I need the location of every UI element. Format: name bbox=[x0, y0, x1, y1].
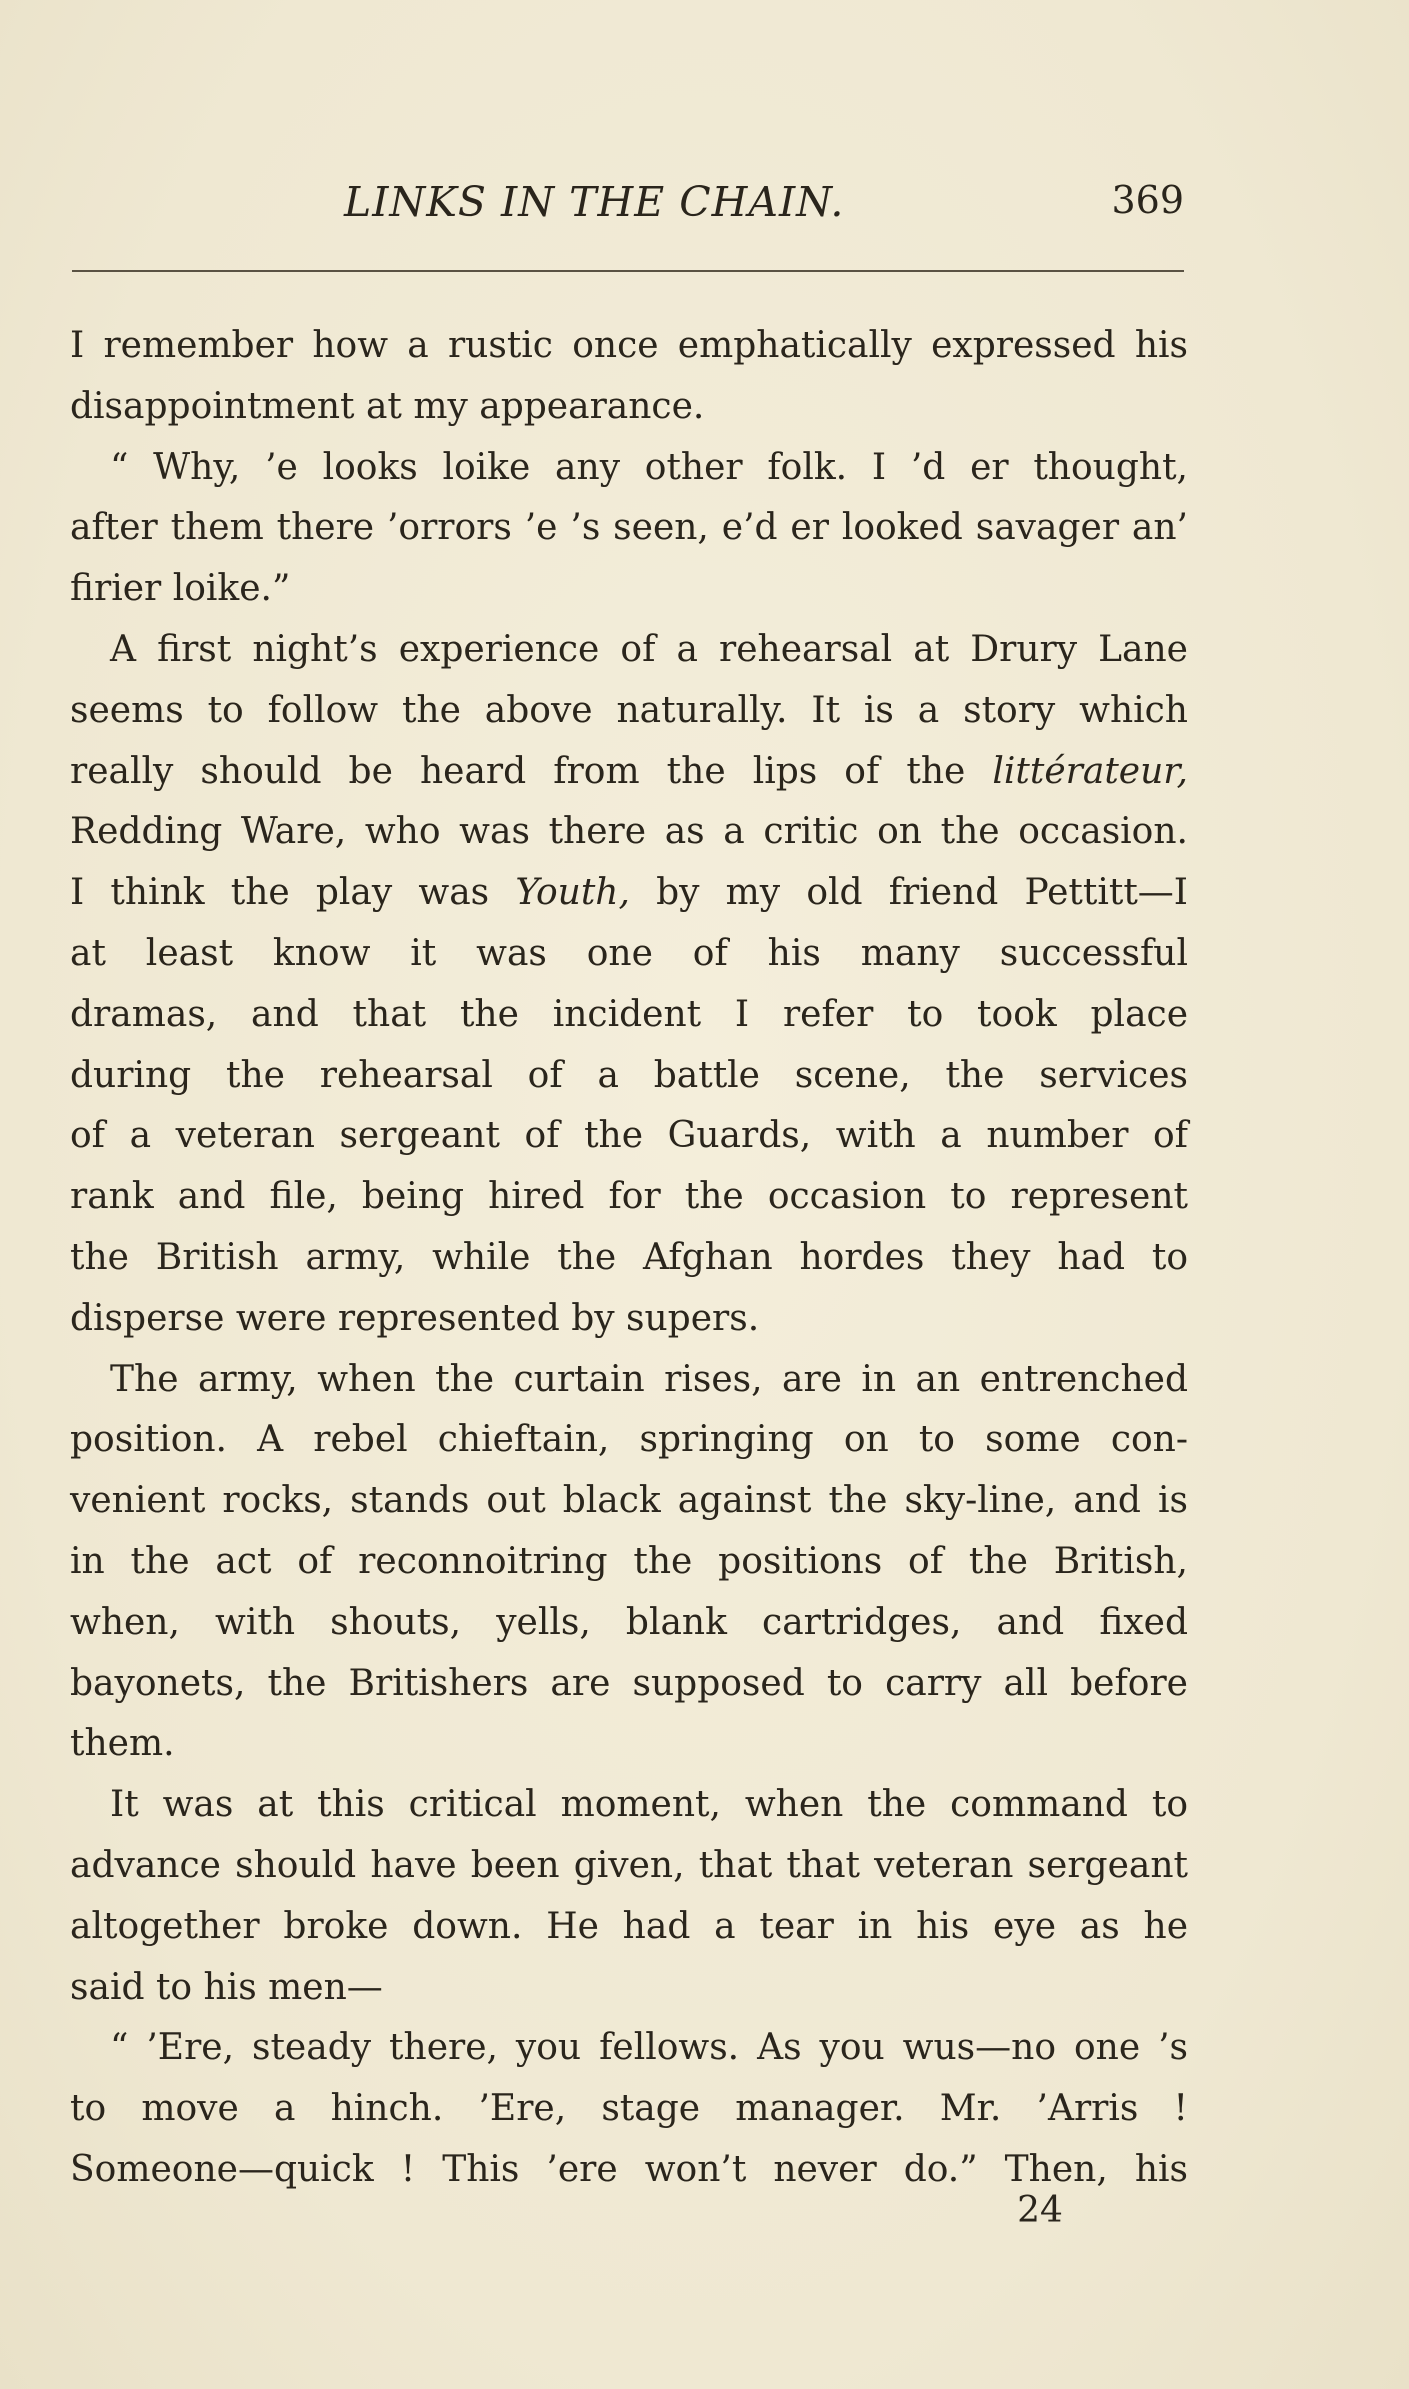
text-segment: I think the play was bbox=[70, 872, 516, 914]
italic-text: littérateur, bbox=[992, 750, 1188, 792]
text-line: dramas, and that the incident I refer to took place bbox=[70, 993, 1188, 1035]
header-rule bbox=[72, 270, 1184, 272]
text-line: at least know it was one of his many successful bbox=[70, 932, 1188, 974]
text-line: “ ’Ere, steady there, you fellows. As you wus—no one ’s bbox=[110, 2027, 1188, 2069]
text-line: Redding Ware, who was there as a critic on the occasion. bbox=[70, 811, 1188, 853]
text-line: altogether broke down. He had a tear in his eye as he bbox=[70, 1905, 1188, 1947]
signature-mark: 24 bbox=[1017, 2190, 1063, 2231]
text-line: advance should have been given, that that veteran sergeant bbox=[70, 1844, 1188, 1886]
italic-text: Youth, bbox=[515, 872, 630, 914]
body-text bbox=[70, 316, 1188, 2201]
text-line: rank and file, being hired for the occasion to represent bbox=[70, 1176, 1188, 1218]
text-line: I remember how a rustic once emphatically expressed his bbox=[70, 325, 1188, 366]
text-line: seems to follow the above naturally. It is a story which bbox=[70, 689, 1188, 731]
text-line: to move a hinch. ’Ere, stage manager. Mr. ’Arris ! bbox=[70, 2088, 1188, 2130]
text-line: of a veteran sergeant of the Guards, with a number of bbox=[70, 1115, 1188, 1157]
text-line: firier loike.” bbox=[70, 568, 291, 610]
text-line: said to his men— bbox=[70, 1966, 383, 2008]
text-line: during the rehearsal of a battle scene, the services bbox=[70, 1054, 1188, 1096]
text-line: disperse were represented by supers. bbox=[70, 1297, 760, 1339]
text-line: them. bbox=[70, 1723, 175, 1765]
text-segment: really should be heard from the lips of the bbox=[70, 750, 993, 792]
text-line: A first night’s experience of a rehearsal at Drury Lane bbox=[110, 628, 1188, 670]
text-line bbox=[70, 742, 1188, 803]
text-line bbox=[70, 863, 1188, 924]
running-header bbox=[72, 178, 1184, 238]
text-line: when, with shouts, yells, blank cartridges, and fixed bbox=[70, 1601, 1188, 1643]
text-line: after them there ’orrors ’e ’s seen, e’d er looked savager an’ bbox=[70, 507, 1188, 549]
text-segment: by my old friend Pettitt—I bbox=[629, 872, 1189, 914]
text-line: disappointment at my appearance. bbox=[70, 385, 705, 427]
text-line: The army, when the curtain rises, are in an entrenched bbox=[110, 1358, 1188, 1400]
text-line: Someone—quick ! This ’ere won’t never do.” Then, his bbox=[70, 2148, 1188, 2190]
text-line: “ Why, ’e looks loike any other folk. I ’d er thought, bbox=[110, 446, 1188, 488]
text-line: the British army, while the Afghan hordes they had to bbox=[70, 1236, 1188, 1278]
text-line: It was at this critical moment, when the command to bbox=[110, 1784, 1188, 1826]
running-title: LINKS IN THE CHAIN. bbox=[344, 178, 845, 226]
text-line: position. A rebel chieftain, springing on to some con- bbox=[70, 1419, 1188, 1461]
text-line: venient rocks, stands out black against the sky-line, and is bbox=[70, 1480, 1188, 1522]
page-number: 369 bbox=[1111, 178, 1184, 222]
text-line: bayonets, the Britishers are supposed to carry all before bbox=[70, 1662, 1188, 1704]
text-line: in the act of reconnoitring the positions of the British, bbox=[70, 1540, 1188, 1582]
